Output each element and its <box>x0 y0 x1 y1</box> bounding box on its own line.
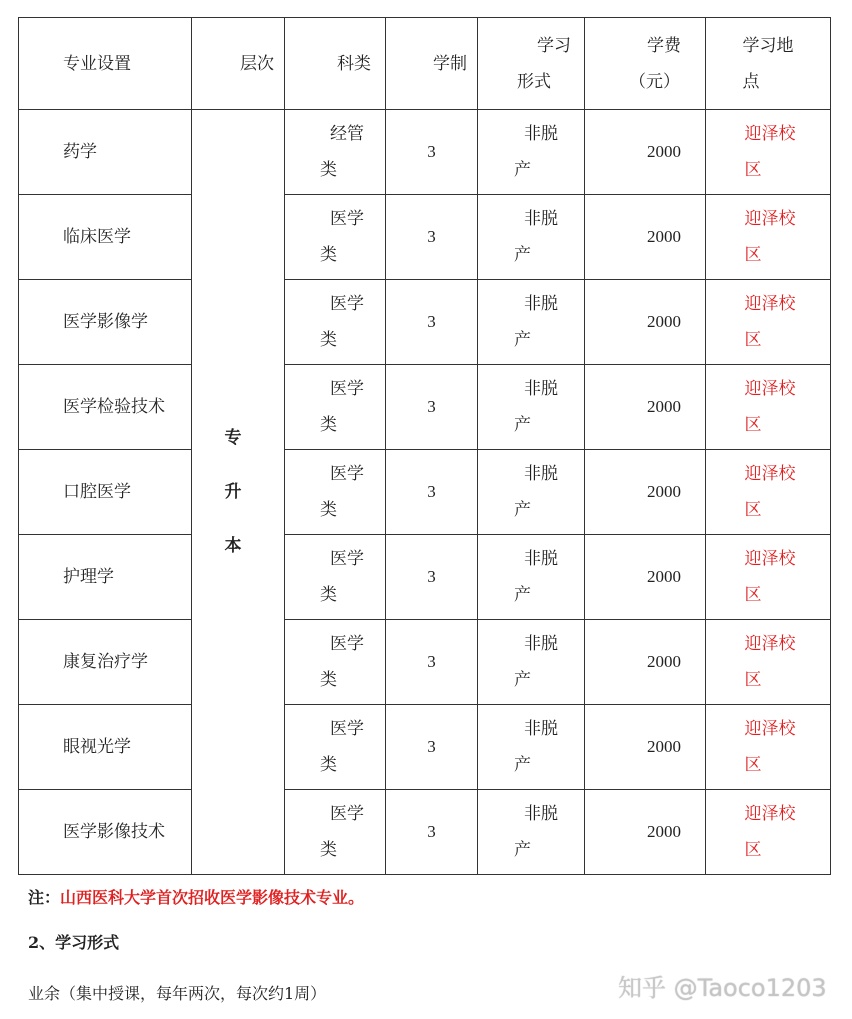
place-line1: 迎泽校 <box>744 294 796 314</box>
cell-mode <box>478 280 585 365</box>
cell-mode <box>478 110 585 195</box>
cell-category <box>285 110 386 195</box>
cell-category <box>285 620 386 705</box>
category-text <box>306 116 364 188</box>
place-text <box>741 456 796 528</box>
mode-line2: 产 <box>514 500 531 520</box>
cell-duration: 3 <box>386 365 478 450</box>
header-place-line1: 学习地 <box>742 35 794 56</box>
mode-text <box>504 711 558 783</box>
place-line1: 迎泽校 <box>744 719 796 739</box>
header-mode <box>478 18 585 110</box>
category-text <box>306 456 364 528</box>
place-text <box>741 286 796 358</box>
category-text <box>306 201 364 273</box>
cell-category <box>285 790 386 875</box>
category-line1: 医学 <box>330 379 364 399</box>
study-mode-paragraph: 业余（集中授课，每年两次，每次约1周） <box>28 984 327 1003</box>
mode-text <box>504 541 558 613</box>
place-line2: 区 <box>744 840 762 860</box>
note <box>28 885 364 908</box>
place-line2: 区 <box>744 670 762 690</box>
cell-fee: 2000 <box>585 790 706 875</box>
table-row <box>19 110 831 195</box>
cell-fee: 2000 <box>585 450 706 535</box>
mode-line2: 产 <box>514 245 531 265</box>
cell-category <box>285 195 386 280</box>
place-line1: 迎泽校 <box>744 464 796 484</box>
cell-fee: 2000 <box>585 280 706 365</box>
cell-place <box>706 450 831 535</box>
table-row <box>19 790 831 875</box>
cell-major: 临床医学 <box>19 195 192 280</box>
cell-duration: 3 <box>386 450 478 535</box>
cell-duration: 3 <box>386 790 478 875</box>
place-line2: 区 <box>744 245 762 265</box>
cell-mode <box>478 535 585 620</box>
mode-line2: 产 <box>514 585 531 605</box>
cell-duration: 3 <box>386 535 478 620</box>
mode-line2: 产 <box>514 755 531 775</box>
mode-text <box>504 796 558 868</box>
table-row <box>19 705 831 790</box>
category-line2: 类 <box>320 160 337 180</box>
place-text <box>741 371 796 443</box>
header-fee-line2: （元） <box>629 71 680 92</box>
cell-fee: 2000 <box>585 535 706 620</box>
place-text <box>741 201 796 273</box>
cell-place <box>706 620 831 705</box>
category-line2: 类 <box>320 415 337 435</box>
program-table <box>18 17 831 875</box>
mode-line1: 非脱 <box>524 294 558 314</box>
level-char: 升 <box>224 482 242 502</box>
mode-line2: 产 <box>514 840 531 860</box>
cell-category <box>285 365 386 450</box>
cell-category <box>285 705 386 790</box>
cell-mode <box>478 790 585 875</box>
place-line1: 迎泽校 <box>744 634 796 654</box>
category-line2: 类 <box>320 245 337 265</box>
mode-line2: 产 <box>514 670 531 690</box>
mode-line2: 产 <box>514 330 531 350</box>
table-row <box>19 195 831 280</box>
header-mode-line1: 学习 <box>537 35 571 56</box>
table-row <box>19 620 831 705</box>
category-line1: 医学 <box>330 804 364 824</box>
category-line1: 医学 <box>330 719 364 739</box>
mode-line1: 非脱 <box>524 464 558 484</box>
mode-line1: 非脱 <box>524 124 558 144</box>
cell-mode <box>478 195 585 280</box>
cell-fee: 2000 <box>585 365 706 450</box>
mode-line1: 非脱 <box>524 804 558 824</box>
category-text <box>306 286 364 358</box>
place-text <box>741 711 796 783</box>
place-line1: 迎泽校 <box>744 549 796 569</box>
cell-fee: 2000 <box>585 195 706 280</box>
cell-duration: 3 <box>386 705 478 790</box>
cell-mode <box>478 365 585 450</box>
mode-line1: 非脱 <box>524 379 558 399</box>
cell-major: 护理学 <box>19 535 192 620</box>
note-text: 山西医科大学首次招收医学影像技术专业。 <box>60 888 365 907</box>
level-char: 本 <box>224 536 242 556</box>
cell-major: 口腔医学 <box>19 450 192 535</box>
place-text <box>741 626 796 698</box>
category-line2: 类 <box>320 330 337 350</box>
header-major: 专业设置 <box>19 18 192 110</box>
mode-text <box>504 201 558 273</box>
cell-duration: 3 <box>386 110 478 195</box>
cell-duration: 3 <box>386 280 478 365</box>
category-text <box>306 541 364 613</box>
cell-category <box>285 450 386 535</box>
cell-major: 医学影像技术 <box>19 790 192 875</box>
cell-place <box>706 195 831 280</box>
category-text <box>306 711 364 783</box>
cell-mode <box>478 450 585 535</box>
place-line2: 区 <box>744 500 762 520</box>
category-line2: 类 <box>320 840 337 860</box>
mode-line1: 非脱 <box>524 719 558 739</box>
cell-mode <box>478 705 585 790</box>
header-place-line2: 点 <box>742 71 760 92</box>
watermark: 知乎 @Taoco1203 <box>618 974 827 1002</box>
cell-category <box>285 535 386 620</box>
mode-text <box>504 456 558 528</box>
category-text <box>306 626 364 698</box>
cell-place <box>706 535 831 620</box>
level-char: 专 <box>224 428 242 448</box>
table-row <box>19 280 831 365</box>
mode-line2: 产 <box>514 160 531 180</box>
header-fee <box>585 18 706 110</box>
place-line1: 迎泽校 <box>744 209 796 229</box>
cell-major: 康复治疗学 <box>19 620 192 705</box>
category-line1: 经管 <box>330 124 364 144</box>
cell-level <box>192 110 285 875</box>
cell-place <box>706 365 831 450</box>
cell-major: 医学检验技术 <box>19 365 192 450</box>
mode-text <box>504 371 558 443</box>
mode-text <box>504 116 558 188</box>
place-line1: 迎泽校 <box>744 124 796 144</box>
cell-fee: 2000 <box>585 620 706 705</box>
place-text <box>741 116 796 188</box>
place-line2: 区 <box>744 755 762 775</box>
cell-major: 医学影像学 <box>19 280 192 365</box>
table-row <box>19 365 831 450</box>
cell-place <box>706 705 831 790</box>
mode-line1: 非脱 <box>524 209 558 229</box>
cell-category <box>285 280 386 365</box>
category-line1: 医学 <box>330 549 364 569</box>
category-text <box>306 796 364 868</box>
cell-major: 药学 <box>19 110 192 195</box>
category-line1: 医学 <box>330 294 364 314</box>
cell-duration: 3 <box>386 195 478 280</box>
place-text <box>741 541 796 613</box>
header-fee-line1: 学费 <box>647 35 681 56</box>
place-line1: 迎泽校 <box>744 804 796 824</box>
cell-fee: 2000 <box>585 110 706 195</box>
header-duration: 学制 <box>386 18 478 110</box>
cell-duration: 3 <box>386 620 478 705</box>
cell-place <box>706 110 831 195</box>
header-level: 层次 <box>192 18 285 110</box>
category-text <box>306 371 364 443</box>
category-line1: 医学 <box>330 464 364 484</box>
mode-line1: 非脱 <box>524 549 558 569</box>
header-place <box>706 18 831 110</box>
mode-text <box>504 286 558 358</box>
header-category: 科类 <box>285 18 386 110</box>
place-line2: 区 <box>744 585 762 605</box>
mode-line2: 产 <box>514 415 531 435</box>
category-line2: 类 <box>320 755 337 775</box>
mode-line1: 非脱 <box>524 634 558 654</box>
table-row <box>19 535 831 620</box>
category-line2: 类 <box>320 670 337 690</box>
place-line2: 区 <box>744 160 762 180</box>
place-text <box>741 796 796 868</box>
cell-place <box>706 280 831 365</box>
category-line2: 类 <box>320 585 337 605</box>
note-prefix: 注： <box>28 888 61 907</box>
category-line2: 类 <box>320 500 337 520</box>
header-row <box>19 18 831 110</box>
category-line1: 医学 <box>330 209 364 229</box>
header-mode-line2: 形式 <box>517 71 551 92</box>
cell-place <box>706 790 831 875</box>
place-line2: 区 <box>744 415 762 435</box>
cell-fee: 2000 <box>585 705 706 790</box>
table-row <box>19 450 831 535</box>
place-line2: 区 <box>744 330 762 350</box>
cell-major: 眼视光学 <box>19 705 192 790</box>
section-title: 2、学习形式 <box>28 933 120 952</box>
mode-text <box>504 626 558 698</box>
place-line1: 迎泽校 <box>744 379 796 399</box>
cell-mode <box>478 620 585 705</box>
category-line1: 医学 <box>330 634 364 654</box>
